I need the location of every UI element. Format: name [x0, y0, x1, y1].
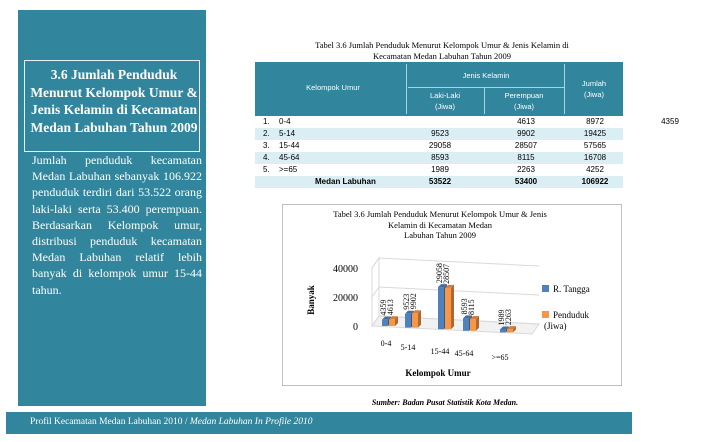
bar [470, 319, 476, 331]
bar [507, 329, 513, 332]
y-tick-label: 20000 [333, 293, 358, 304]
data-source: Sumber: Badan Pusat Statistik Kota Medan. [371, 398, 519, 407]
header-laki-laki-line-1: Laki-Laki [429, 91, 460, 100]
footer-text [30, 417, 312, 427]
data-label: 4613 [386, 299, 395, 316]
row-female: 8115 [517, 153, 535, 162]
bar [438, 287, 444, 329]
row-male: 8593 [431, 153, 449, 162]
header-kelompok-umur: Kelompok Umur [306, 83, 360, 92]
chart-legend [542, 284, 590, 331]
gridline [372, 287, 539, 297]
bar [445, 288, 451, 329]
bar-side [418, 310, 421, 327]
x-tick-label: 0-4 [380, 339, 392, 348]
y-tick-label: 0 [353, 322, 358, 333]
footer-main: Profil Kecamatan Medan Labuhan 2010 / [30, 417, 190, 427]
data-label: 9523 [402, 293, 411, 310]
bar [389, 319, 395, 326]
total-female: 53400 [514, 177, 538, 186]
row-total: 16708 [583, 153, 607, 162]
row-number: 5. [263, 165, 270, 174]
total-label: Medan Labuhan [315, 177, 376, 186]
row-number: 2. [263, 129, 270, 138]
row-male: 1989 [431, 165, 449, 174]
legend-swatch [542, 311, 549, 318]
row-group: 45-64 [279, 153, 300, 162]
row-male: 4359 [661, 117, 679, 126]
row-female: 9902 [517, 129, 535, 138]
row-female: 2263 [517, 165, 535, 174]
x-tick-label: >=65 [491, 353, 509, 362]
table-caption-line-2: Kecamatan Medan Labuhan Tahun 2009 [372, 50, 512, 61]
data-label: 4359 [379, 299, 388, 316]
bar [405, 314, 411, 328]
header-jumlah-line-1: Jumlah [581, 79, 607, 88]
bar [382, 320, 388, 326]
row-female: 28507 [514, 141, 538, 150]
legend-label: R. Tangga [553, 284, 590, 294]
section-body-text: Jumlah penduduk kecamatan Medan Labuhan sebanyak 106.922 penduduk terdiri dari 53.522 orang laki-laki serta 53.400 perempuan. Berdasarkan Kelompok umur, distribusi penduduk kecamatan Medan Labuhan relatif lebih banyak di kelompok umur 15-44 tahun. [32, 153, 202, 297]
header-jumlah-line-2: (Jiwa) [584, 90, 604, 99]
y-axis-label: Banyak [306, 285, 316, 315]
data-label: 9902 [409, 293, 418, 310]
row-total: 8972 [586, 117, 604, 126]
row-group: 5-14 [279, 129, 296, 138]
footer-italic: Medan Labuhan In Profile 2010 [189, 417, 313, 427]
total-male: 53522 [428, 177, 452, 186]
total-all: 106922 [581, 177, 609, 186]
legend-label-line: (Jiwa) [544, 321, 567, 331]
legend-label [544, 310, 590, 331]
data-label: 28507 [442, 263, 451, 284]
chart-title-line-1: Tabel 3.6 Jumlah Penduduk Menurut Kelompok Umur & Jenis [333, 209, 547, 219]
gridline [372, 258, 539, 268]
row-group: >=65 [279, 165, 298, 174]
legend-label-line: Penduduk [553, 310, 589, 320]
data-label: 1989 [497, 309, 506, 326]
row-male: 29058 [428, 141, 452, 150]
header-laki-laki-line-2: (Jiwa) [435, 102, 455, 111]
header-perempuan-line-1: Perempuan [504, 91, 544, 100]
row-number: 3. [263, 141, 270, 150]
data-label: 8115 [467, 299, 476, 316]
data-label: 29058 [435, 263, 444, 284]
chart-title-line-3: Labuhan Tahun 2009 [404, 230, 476, 240]
table-caption-line-1: Tabel 3.6 Jumlah Penduduk Menurut Kelompok Umur & Jenis Kelamin di [315, 40, 569, 50]
bar [412, 313, 418, 327]
row-total: 4252 [586, 165, 604, 174]
legend-swatch [542, 285, 549, 292]
bar [500, 330, 506, 333]
section-title: 3.6 Jumlah Penduduk Menurut Kelompok Umur & Jenis Kelamin di Kecamatan Medan Labuhan Tahun 2009 [30, 67, 198, 135]
x-axis-label: Kelompok Umur [405, 368, 471, 378]
row-number: 4. [263, 153, 270, 162]
x-tick-label: 15-44 [430, 347, 450, 356]
row-number: 1. [263, 117, 270, 126]
header-perempuan-line-2: (Jiwa) [514, 102, 534, 111]
row-male: 9523 [431, 129, 449, 138]
bar-side [451, 285, 454, 329]
row-group: 15-44 [279, 141, 300, 150]
data-label: 8593 [460, 298, 469, 315]
data-label: 2263 [504, 309, 513, 326]
bar [463, 318, 469, 330]
row-group: 0-4 [279, 117, 291, 126]
chart-title-line-2: Kelamin di Kecamatan Medan [387, 219, 493, 230]
header-jenis-kelamin: Jenis Kelamin [462, 71, 510, 80]
row-female: 4613 [517, 117, 535, 126]
x-tick-label: 45-64 [454, 349, 474, 358]
row-total: 19425 [583, 129, 607, 138]
y-tick-label: 40000 [333, 264, 358, 275]
row-total: 57565 [583, 141, 607, 150]
x-tick-label: 5-14 [400, 343, 416, 352]
